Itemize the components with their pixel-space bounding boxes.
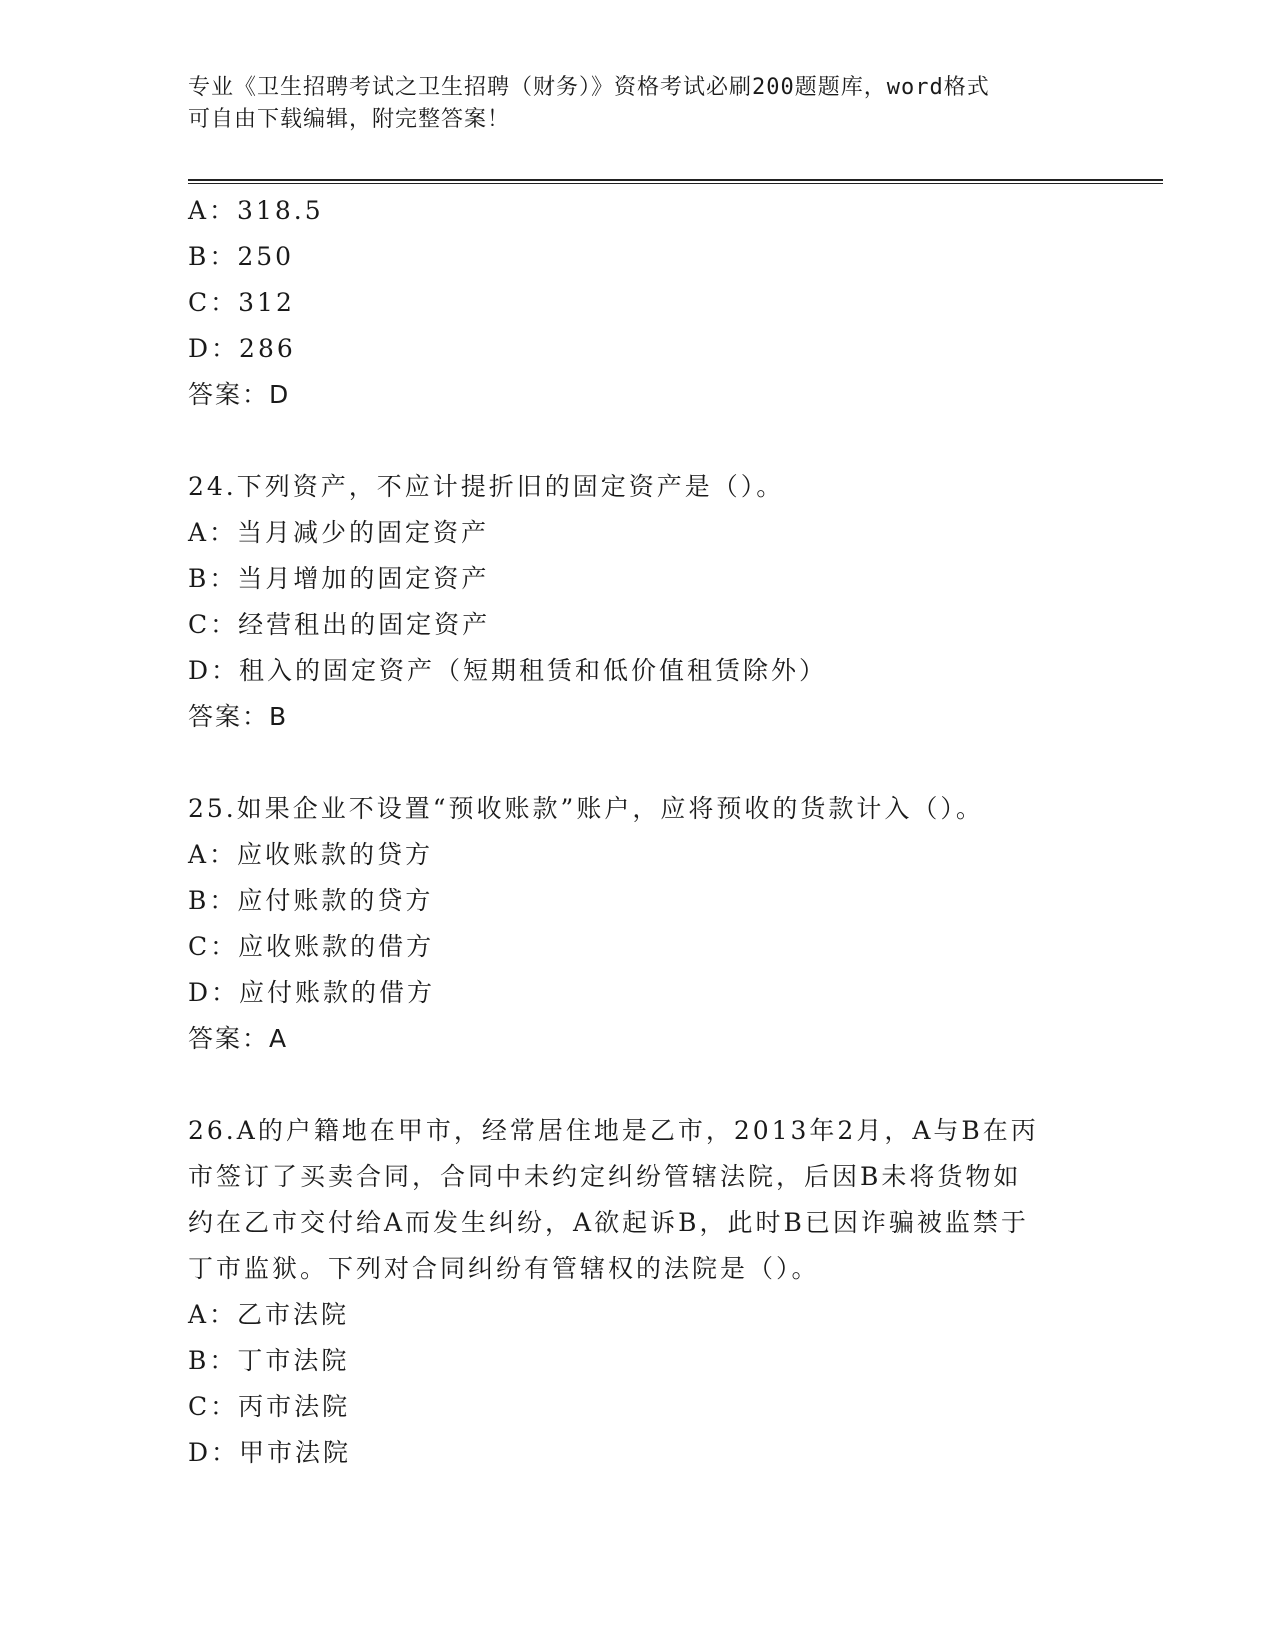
spacer xyxy=(188,418,1088,464)
option-a: A：当月减少的固定资产 xyxy=(188,518,490,547)
header-title-line-2: 可自由下载编辑，附完整答案！ xyxy=(188,107,511,132)
option-d: D：286 xyxy=(188,334,296,363)
option-b: B：当月增加的固定资产 xyxy=(188,564,490,593)
question-text-line-4: 丁市监狱。下列对合同纠纷有管辖权的法院是（）。 xyxy=(188,1254,820,1283)
answer-line: 答案：D xyxy=(188,380,291,409)
option-c: C：应收账款的借方 xyxy=(188,932,435,961)
header-divider xyxy=(188,179,1163,184)
option-d: D：应付账款的借方 xyxy=(188,978,436,1007)
spacer xyxy=(188,1062,1088,1108)
answer-line: 答案：A xyxy=(188,1024,289,1053)
option-d: D：租入的固定资产（短期租赁和低价值租赁除外） xyxy=(188,656,828,685)
question-24 xyxy=(188,464,1088,740)
question-list xyxy=(188,188,1088,1476)
spacer xyxy=(188,740,1088,786)
option-c: C：丙市法院 xyxy=(188,1392,351,1421)
option-b: B：250 xyxy=(188,242,295,271)
option-b: B：丁市法院 xyxy=(188,1346,350,1375)
option-c: C：312 xyxy=(188,288,295,317)
option-a: A：应收账款的贷方 xyxy=(188,840,434,869)
question-text-line-2: 市签订了买卖合同，合同中未约定纠纷管辖法院，后因B未将货物如 xyxy=(188,1162,1022,1191)
option-d: D：甲市法院 xyxy=(188,1438,352,1467)
question-text-line-1: 26.A的户籍地在甲市，经常居住地是乙市，2013年2月，A与B在丙 xyxy=(188,1116,1039,1145)
option-c: C：经营租出的固定资产 xyxy=(188,610,491,639)
question-text-line-3: 约在乙市交付给A而发生纠纷，A欲起诉B，此时B已因诈骗被监禁于 xyxy=(188,1208,1029,1237)
question-text: 25.如果企业不设置“预收账款”账户，应将预收的货款计入（）。 xyxy=(188,794,984,823)
question-text: 24.下列资产，不应计提折旧的固定资产是（）。 xyxy=(188,472,785,501)
question-25 xyxy=(188,786,1088,1062)
header-title-line-1: 专业《卫生招聘考试之卫生招聘（财务）》资格考试必刷200题题库，word格式 xyxy=(188,75,990,100)
option-a: A：318.5 xyxy=(188,196,324,225)
option-b: B：应付账款的贷方 xyxy=(188,886,434,915)
answer-line: 答案：B xyxy=(188,702,289,731)
option-a: A：乙市法院 xyxy=(188,1300,350,1329)
question-23 xyxy=(188,188,1088,418)
document-header xyxy=(188,72,1068,136)
question-26 xyxy=(188,1108,1088,1476)
